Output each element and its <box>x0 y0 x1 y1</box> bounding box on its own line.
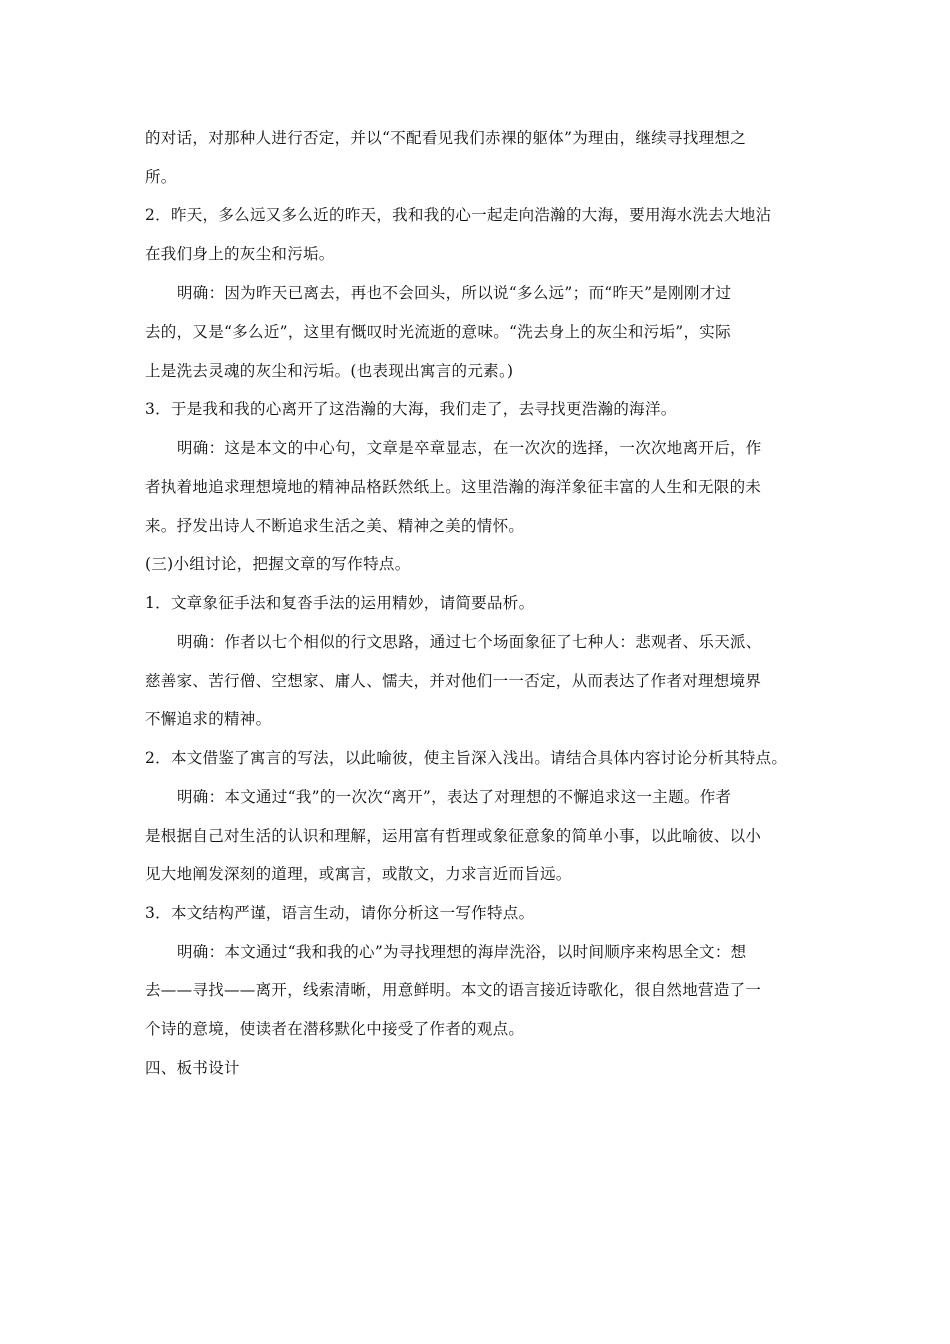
question-3: 3．于是我和我的心离开了这浩瀚的大海，我们走了，去寻找更浩瀚的海洋。 <box>145 400 677 418</box>
body-text-line: 所。 <box>145 168 177 186</box>
body-text-line: 在我们身上的灰尘和污垢。 <box>145 245 335 263</box>
answer-paragraph-line: 不懈追求的精神。 <box>145 710 272 728</box>
answer-paragraph-line: 见大地阐发深刻的道理，或寓言，或散文，力求言近而旨远。 <box>145 865 572 883</box>
answer-paragraph-line: 明确：作者以七个相似的行文思路，通过七个场面象征了七种人：悲观者、乐天派、 <box>177 633 762 651</box>
section-heading: (三)小组讨论，把握文章的写作特点。 <box>145 555 411 573</box>
body-text-line: 的对话，对那种人进行否定，并以“不配看见我们赤裸的躯体”为理由，继续寻找理想之 <box>145 129 747 147</box>
answer-paragraph-line: 明确：这是本文的中心句，文章是卒章显志，在一次次的选择，一次次地离开后，作 <box>177 439 762 457</box>
answer-paragraph-line: 明确：本文通过“我”的一次次“离开”，表达了对理想的不懈追求这一主题。作者 <box>177 788 732 806</box>
discussion-question-1: 1．文章象征手法和复沓手法的运用精妙，请简要品析。 <box>145 594 535 612</box>
answer-paragraph-line: 者执着地追求理想境地的精神品格跃然纸上。这里浩瀚的海洋象征丰富的人生和无限的未 <box>145 478 762 496</box>
answer-paragraph-line: 上是洗去灵魂的灰尘和污垢。(也表现出寓言的元素。) <box>145 362 514 380</box>
answer-paragraph-line: 去的，又是“多么近”，这里有慨叹时光流逝的意味。“洗去身上的灰尘和污垢”，实际 <box>145 323 731 341</box>
answer-paragraph-line: 慈善家、苦行僧、空想家、庸人、懦夫，并对他们一一否定，从而表达了作者对理想境界 <box>145 672 762 690</box>
question-2: 2．昨天，多么远又多么近的昨天，我和我的心一起走向浩瀚的大海，要用海水洗去大地沾 <box>145 206 772 224</box>
answer-paragraph-line: 是根据自己对生活的认识和理解，运用富有哲理或象征意象的简单小事，以此喻彼、以小 <box>145 827 762 845</box>
answer-paragraph-line: 明确：因为昨天已离去，再也不会回头，所以说“多么远”；而“昨天”是刚刚才过 <box>177 284 732 302</box>
answer-paragraph-line: 明确：本文通过“我和我的心”为寻找理想的海岸洗浴，以时间顺序来构思全文：想 <box>177 943 747 961</box>
section-heading: 四、板书设计 <box>145 1059 240 1077</box>
discussion-question-2: 2．本文借鉴了寓言的写法，以此喻彼，使主旨深入浅出。请结合具体内容讨论分析其特点。 <box>145 749 788 767</box>
discussion-question-3: 3．本文结构严谨，语言生动，请你分析这一写作特点。 <box>145 904 535 922</box>
answer-paragraph-line: 来。抒发出诗人不断追求生活之美、精神之美的情怀。 <box>145 517 525 535</box>
answer-paragraph-line: 去——寻找——离开，线索清晰，用意鲜明。本文的语言接近诗歌化，很自然地营造了一 <box>145 981 762 999</box>
answer-paragraph-line: 个诗的意境，使读者在潜移默化中接受了作者的观点。 <box>145 1020 525 1038</box>
